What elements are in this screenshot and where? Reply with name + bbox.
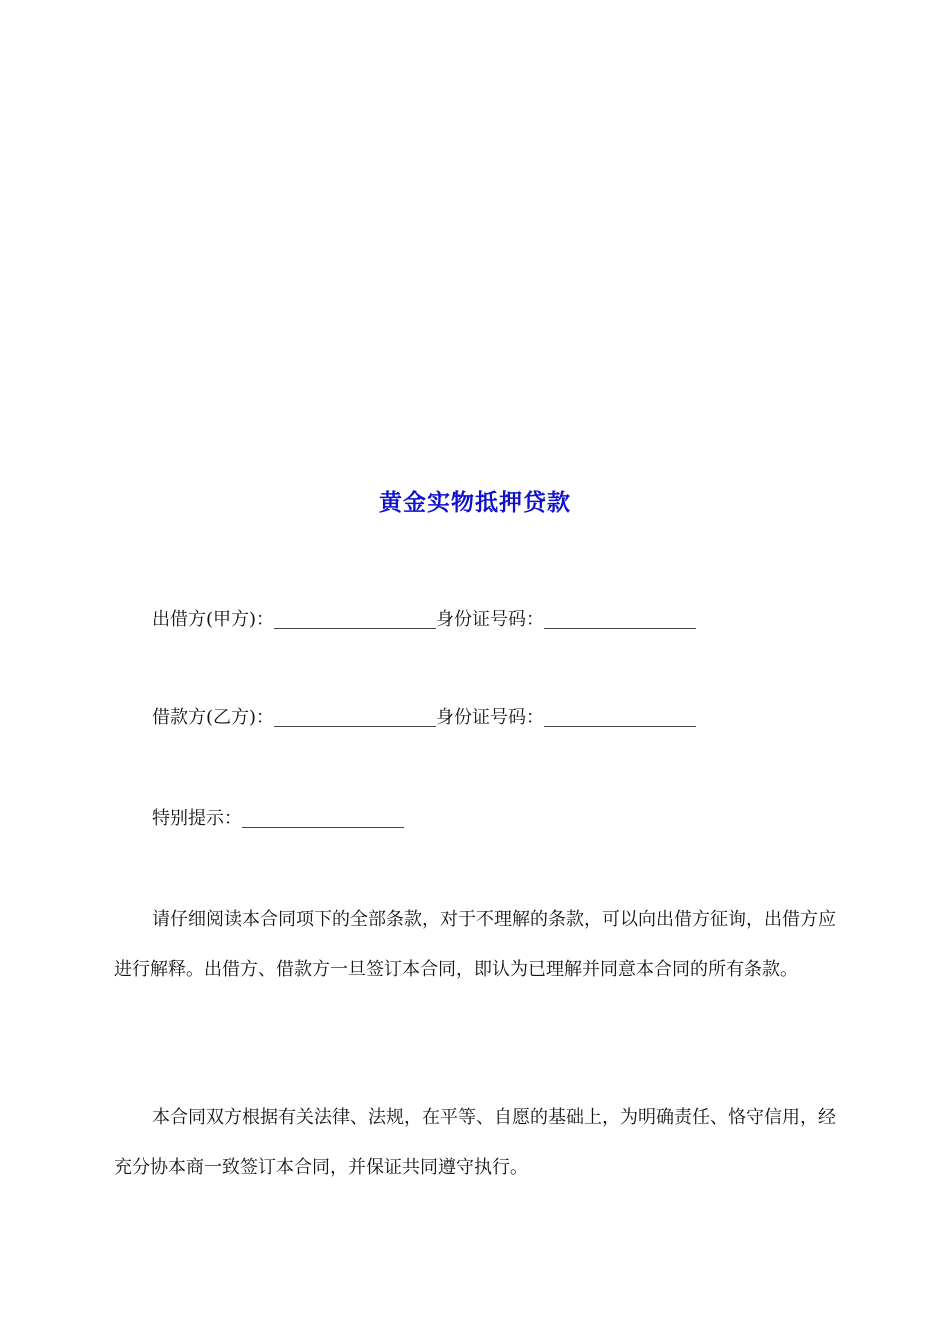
lender-label: 出借方(甲方)： — [152, 609, 275, 630]
borrower-id-blank — [544, 706, 696, 727]
lender-line — [152, 606, 696, 634]
lender-name-blank — [274, 608, 436, 629]
paragraph-reading-notice: 请仔细阅读本合同项下的全部条款，对于不理解的条款，可以向出借方征询，出借方应进行解释。出借方、借款方一旦签订本合同，即认为已理解并同意本合同的所有条款。 — [114, 909, 836, 980]
special-note-label: 特别提示： — [152, 808, 242, 829]
borrower-label: 借款方(乙方)： — [152, 707, 275, 728]
lender-id-blank — [544, 608, 696, 629]
borrower-id-label: 身份证号码： — [436, 707, 545, 728]
special-note-line — [152, 805, 404, 833]
paragraph-agreement-basis: 本合同双方根据有关法律、法规，在平等、自愿的基础上，为明确责任、恪守信用，经充分协本商一致签订本合同，并保证共同遵守执行。 — [114, 1107, 836, 1178]
borrower-line — [152, 704, 696, 732]
document-title: 黄金实物抵押贷款 — [379, 490, 571, 516]
lender-id-label: 身份证号码： — [436, 609, 545, 630]
borrower-name-blank — [274, 706, 436, 727]
special-note-blank — [242, 807, 404, 828]
